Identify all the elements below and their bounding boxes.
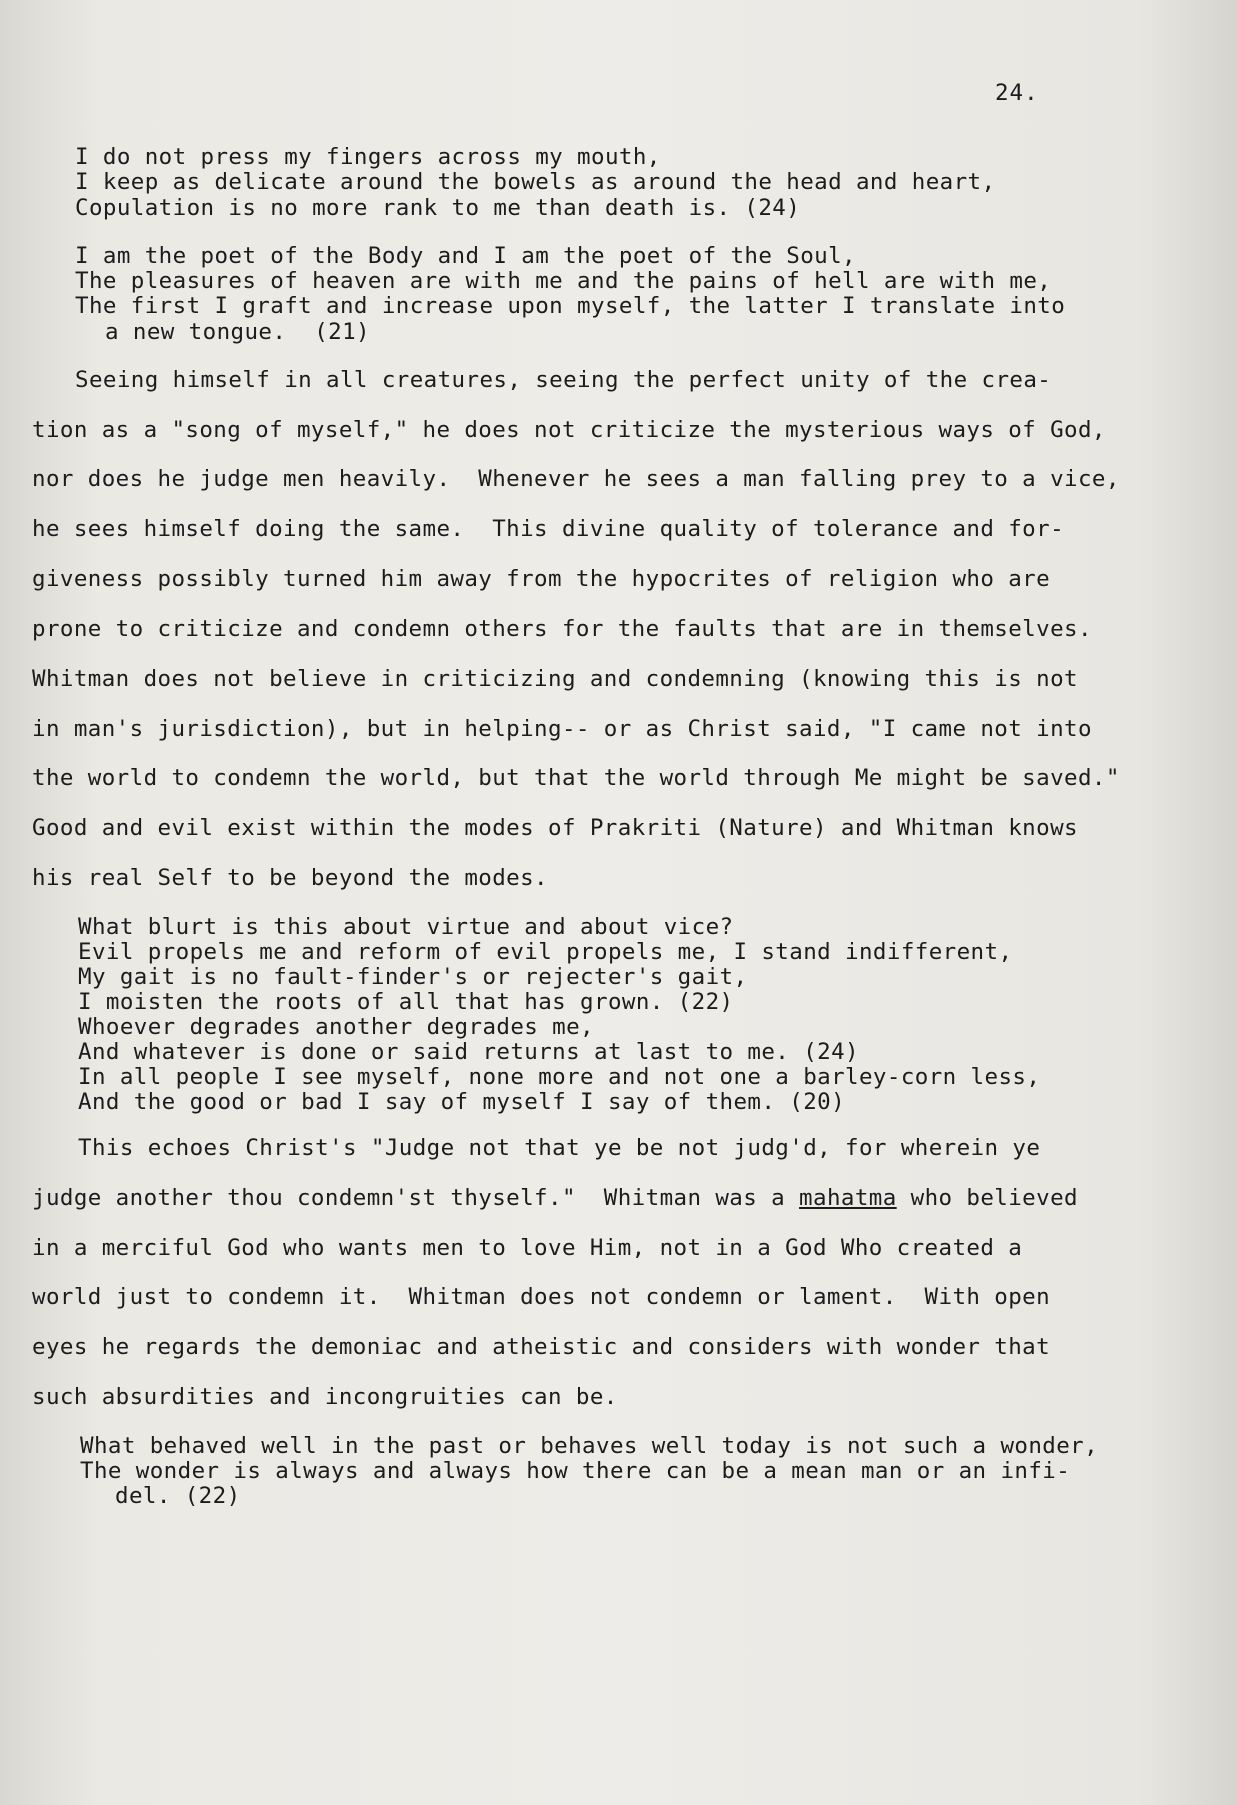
body-line: the world to condemn the world, but that the world through Me might be saved."	[32, 765, 1120, 791]
verse-line: And whatever is done or said returns at last to me. (24)	[78, 1039, 859, 1065]
body-line: he sees himself doing the same. This divine quality of tolerance and for-	[32, 516, 1065, 542]
verse-line: The first I graft and increase upon myself, the latter I translate into	[75, 293, 1066, 319]
body-line: tion as a "song of myself," he does not criticize the mysterious ways of God,	[32, 417, 1106, 443]
verse-line: a new tongue. (21)	[105, 319, 370, 345]
verse-line: Whoever degrades another degrades me,	[78, 1014, 595, 1040]
verse-line: I am the poet of the Body and I am the poet of the Soul,	[75, 243, 856, 269]
body-line: Whitman does not believe in criticizing and condemning (knowing this is not	[32, 666, 1078, 692]
verse-line: My gait is no fault-finder's or rejecter's gait,	[78, 964, 748, 990]
verse-line: In all people I see myself, none more and not one a barley-corn less,	[78, 1064, 1041, 1090]
body-line: prone to criticize and condemn others for the faults that are in themselves.	[32, 616, 1092, 642]
body-line: in a merciful God who wants men to love Him, not in a God Who created a	[32, 1235, 1023, 1261]
body-line: Good and evil exist within the modes of Prakriti (Nature) and Whitman knows	[32, 815, 1078, 841]
body-line: his real Self to be beyond the modes.	[32, 865, 549, 891]
underlined-term: mahatma	[799, 1185, 897, 1211]
verse-line: Evil propels me and reform of evil propels me, I stand indifferent,	[78, 939, 1013, 965]
body-line: such absurdities and incongruities can be.	[32, 1384, 618, 1410]
body-line: nor does he judge men heavily. Whenever he sees a man falling prey to a vice,	[32, 466, 1120, 492]
verse-line: What behaved well in the past or behaves well today is not such a wonder,	[80, 1433, 1099, 1459]
body-line: world just to condemn it. Whitman does not condemn or lament. With open	[32, 1284, 1051, 1310]
body-line: eyes he regards the demoniac and atheistic and considers with wonder that	[32, 1334, 1051, 1360]
verse-line: del. (22)	[115, 1483, 241, 1509]
verse-line: The pleasures of heaven are with me and the pains of hell are with me,	[75, 268, 1052, 294]
body-line: giveness possibly turned him away from the hypocrites of religion who are	[32, 566, 1051, 592]
body-line: Seeing himself in all creatures, seeing the perfect unity of the crea-	[75, 367, 1052, 393]
verse-line: I keep as delicate around the bowels as around the head and heart,	[75, 169, 996, 195]
body-text: judge another thou condemn'st thyself." Whitman was a	[32, 1185, 800, 1211]
verse-line: The wonder is always and always how there can be a mean man or an infi-	[80, 1458, 1071, 1484]
body-line: This echoes Christ's "Judge not that ye be not judg'd, for wherein ye	[78, 1135, 1041, 1161]
verse-line: What blurt is this about virtue and about vice?	[78, 914, 734, 940]
verse-line: And the good or bad I say of myself I say of them. (20)	[78, 1089, 846, 1115]
body-text: who believed	[896, 1185, 1078, 1211]
verse-line: I moisten the roots of all that has grown. (22)	[78, 989, 734, 1015]
page-number: 24.	[995, 80, 1039, 106]
body-line	[32, 1185, 1078, 1211]
verse-line: Copulation is no more rank to me than death is. (24)	[75, 195, 801, 221]
body-line: in man's jurisdiction), but in helping-- or as Christ said, "I came not into	[32, 716, 1092, 742]
verse-line: I do not press my fingers across my mouth,	[75, 144, 661, 170]
